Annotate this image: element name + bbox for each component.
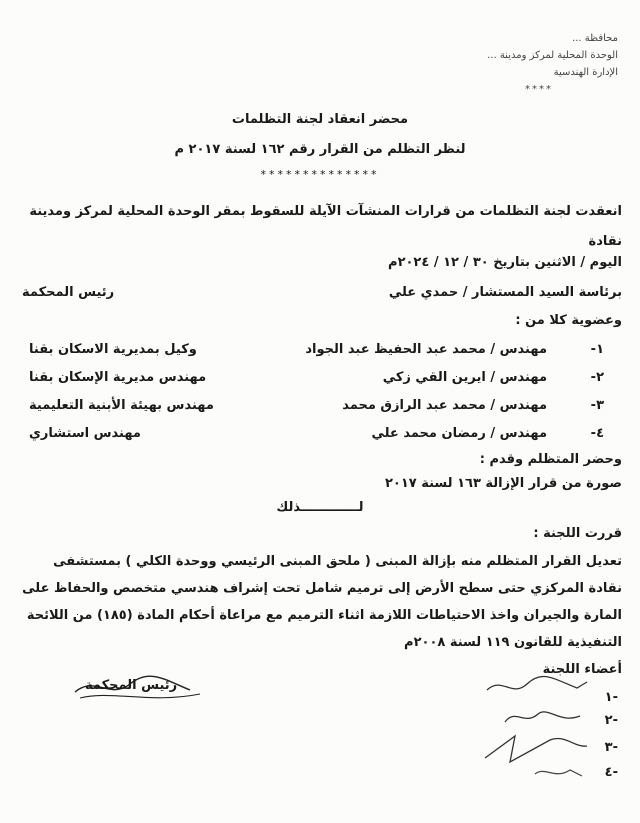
member-name: مهندس / رمضان محمد علي xyxy=(371,426,547,441)
therefore-heading: لـــــــــــــذلك xyxy=(276,500,364,515)
member-signature-row: -٢ xyxy=(604,713,618,728)
member-role: مهندس مديرية الإسكان بقنا xyxy=(29,370,207,385)
title-separator: ************** xyxy=(260,168,380,181)
intro-paragraph: انعقدت لجنة التظلمات من قرارات المنشآت الآيلة للسقوط بمقر الوحدة المحلية لمركز ومدينة نقادة xyxy=(29,204,622,249)
member-name: مهندس / محمد عبد الرازق محمد xyxy=(342,398,547,413)
member-row xyxy=(17,370,622,394)
chief-signature-label: رئيس المحكمة xyxy=(85,678,178,693)
member-1-signature-icon xyxy=(482,672,592,702)
member-row xyxy=(17,342,622,366)
session-date: اليوم / الاثنين بتاريخ ٣٠ / ١٢ / ٢٠٢٤م xyxy=(388,255,622,270)
member-signature-row: -١ xyxy=(604,690,618,705)
decision-paragraph: تعديل القرار المتظلم منه بإزالة المبنى ( ملحق المبنى الرئيسي ووحدة الكلي ) بمستشفى نقادة المركزي حتى سطح الأرض إلى ترميم شامل تحت إشراف هندسي متخصص والحفاظ على المارة والجيران واخذ الاحتياطات اللازمة اثناء الترميم مع مراعاة أحكام المادة (١٨٥) من اللائحة التنفيذية للقانون ١١٩ لسنة ٢٠٠٨م xyxy=(22,554,622,650)
presidency-role: رئيس المحكمة xyxy=(22,285,115,300)
member-signature-row: -٣ xyxy=(604,740,618,755)
member-row xyxy=(17,426,622,450)
membership-title: وعضوية كلا من : xyxy=(515,313,622,328)
attachment-line: صورة من قرار الإزالة ١٦٣ لسنة ٢٠١٧ xyxy=(384,476,622,491)
presidency-text: برئاسة السيد المستشار / حمدي علي xyxy=(388,285,622,300)
decision-heading: قررت اللجنة : xyxy=(533,526,622,541)
member-4-signature-icon xyxy=(530,760,590,784)
member-role: مهندس استشاري xyxy=(29,426,141,441)
member-signature-row: -٤ xyxy=(604,765,618,780)
member-name: مهندس / ايرين القي زكي xyxy=(382,370,547,385)
org-line-2: الوحدة المحلية لمركز ومدينة ... xyxy=(487,50,618,61)
member-number: ٤- xyxy=(590,426,604,441)
org-stars: **** xyxy=(525,84,553,95)
document-subtitle: لنظر التظلم من القرار رقم ١٦٢ لسنة ٢٠١٧ م xyxy=(174,142,466,157)
presidency-line xyxy=(22,285,622,300)
member-number: ٢- xyxy=(590,370,604,385)
committee-members-label: أعضاء اللجنة xyxy=(542,662,622,677)
attendance-line: وحضر المتظلم وقدم : xyxy=(479,452,622,467)
org-line-3: الإدارة الهندسية xyxy=(553,67,618,78)
member-row xyxy=(17,398,622,422)
chief-signature-block xyxy=(70,670,230,710)
member-role: وكيل بمديرية الاسكان بقنا xyxy=(29,342,197,357)
organization-header xyxy=(398,30,618,98)
member-role: مهندس بهيئة الأبنية التعليمية xyxy=(29,398,214,413)
member-number: ٣- xyxy=(590,398,604,413)
member-number: ١- xyxy=(590,342,604,357)
document-title: محضر انعقاد لجنة التظلمات xyxy=(231,112,409,127)
member-name: مهندس / محمد عبد الحفيظ عبد الجواد xyxy=(305,342,547,357)
org-line-1: محافظة ... xyxy=(572,33,618,44)
